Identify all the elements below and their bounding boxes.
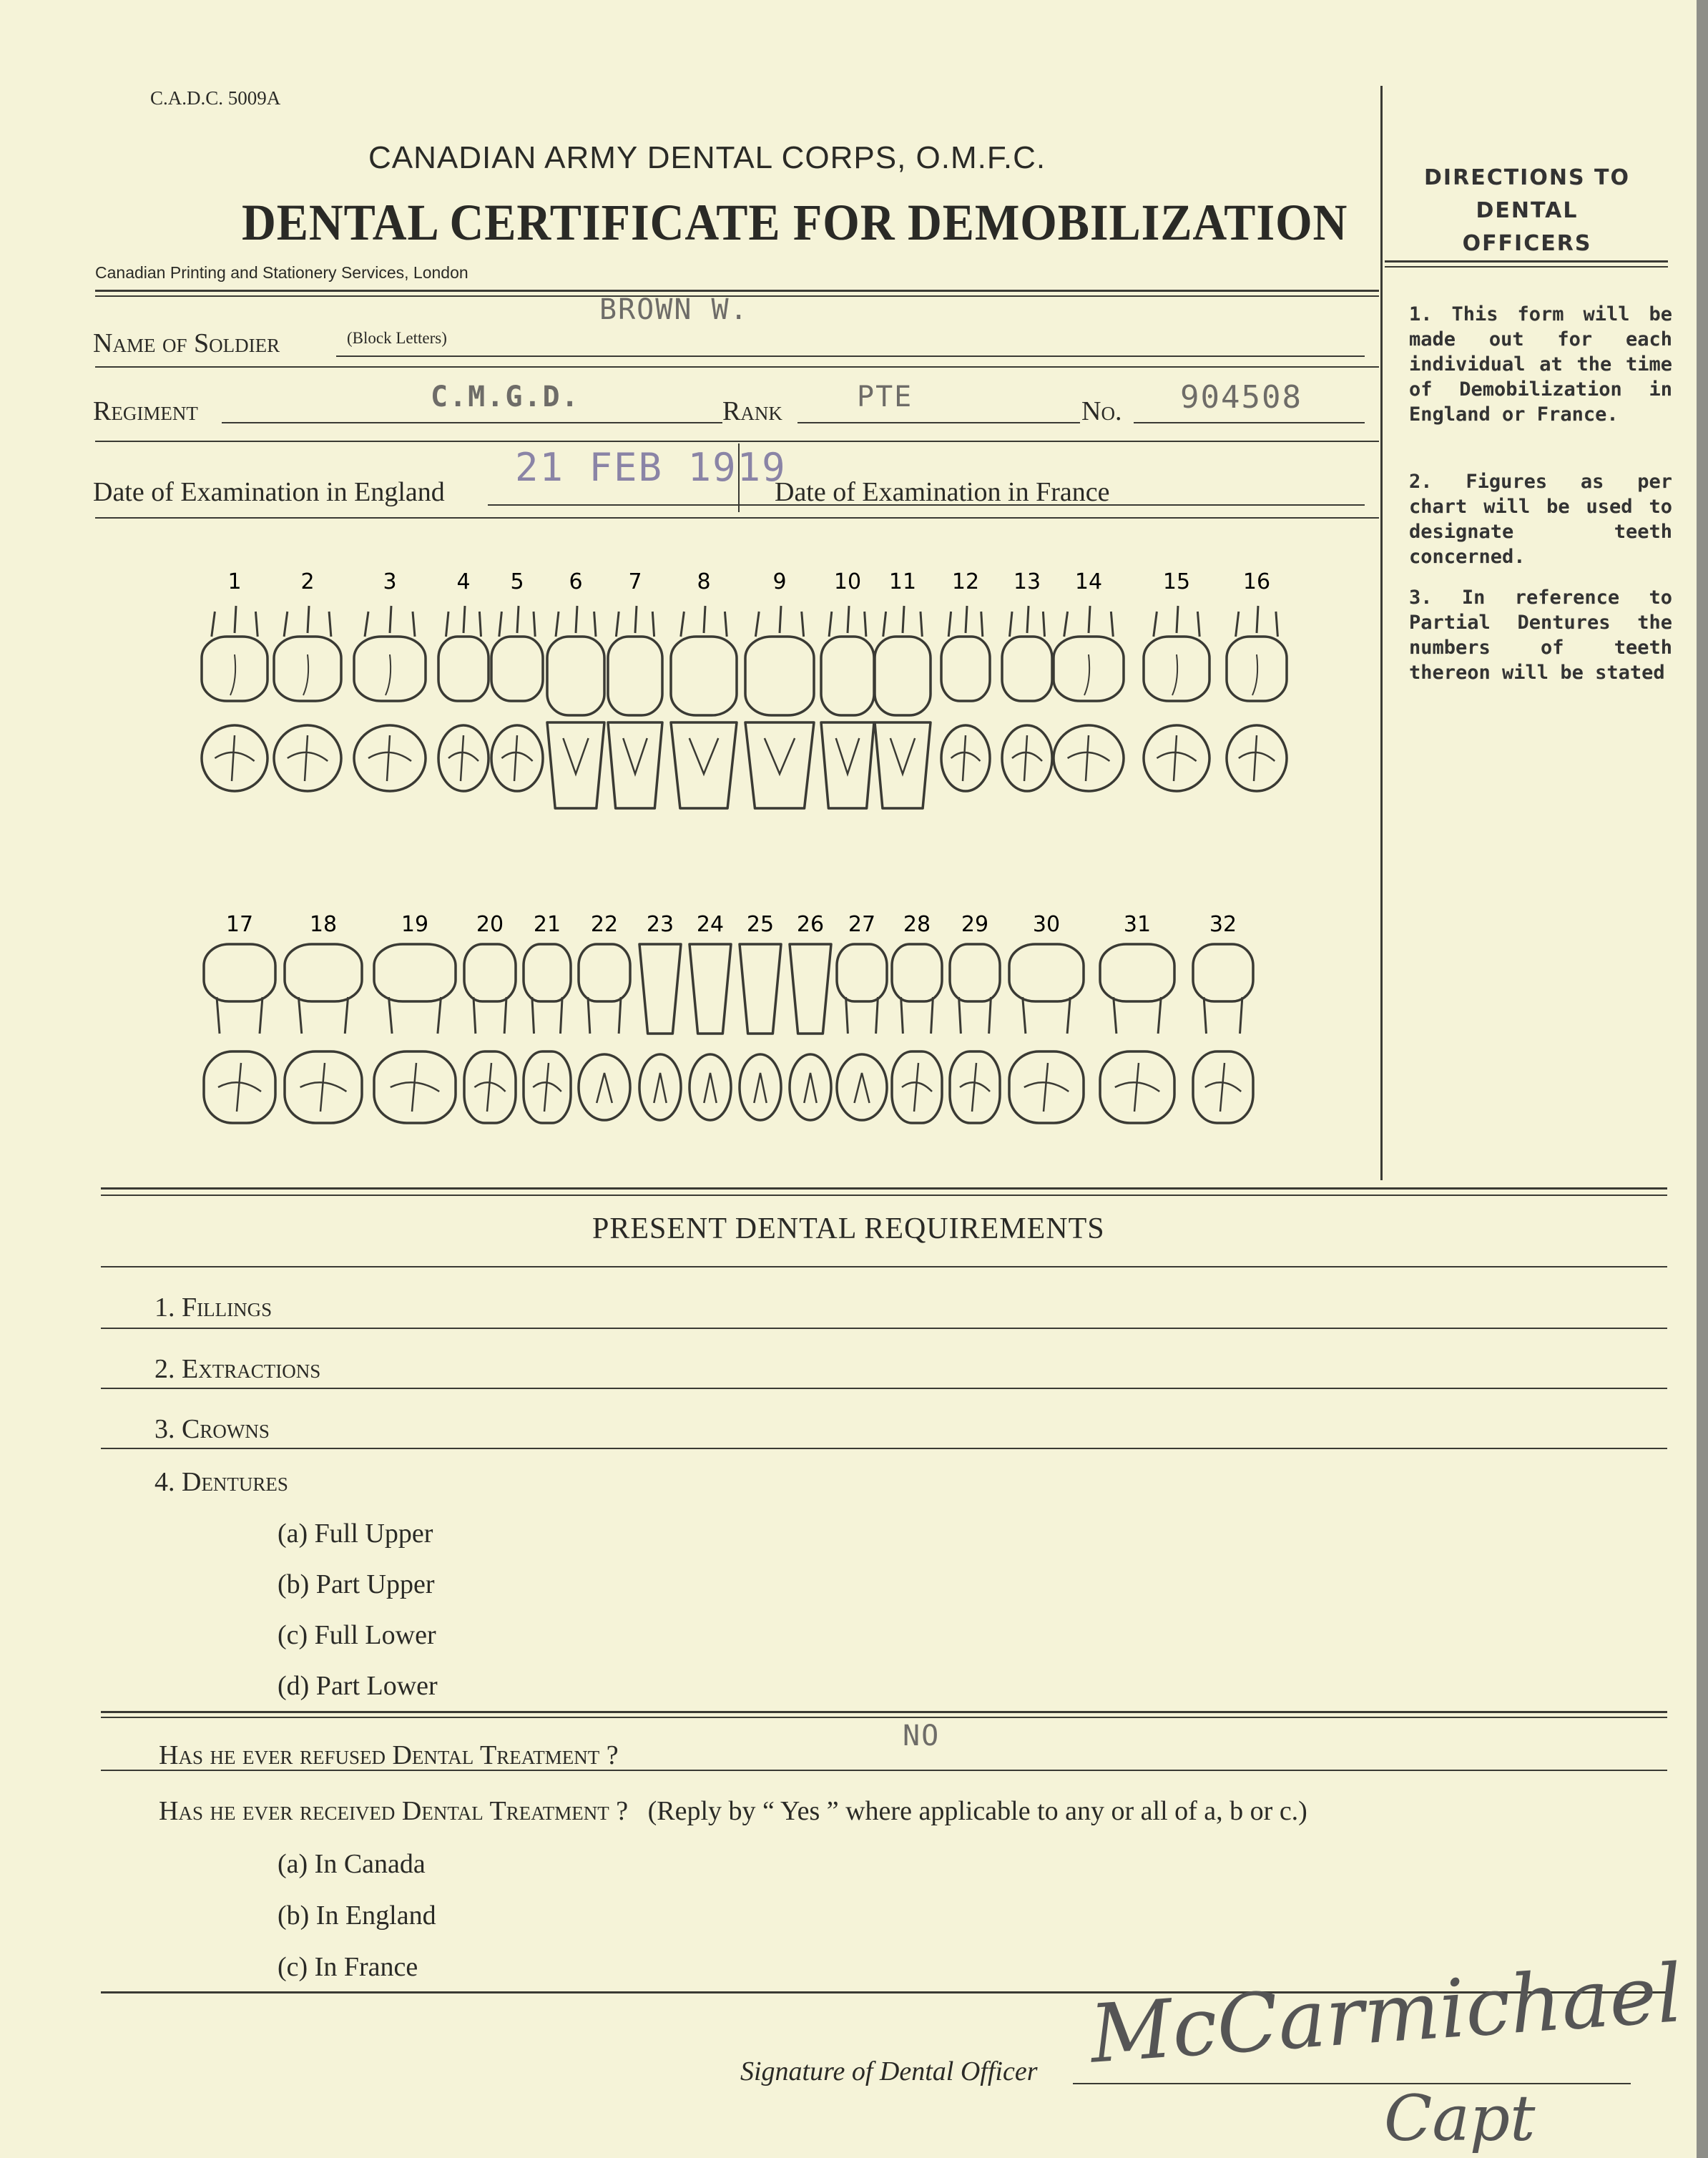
org-heading: CANADIAN ARMY DENTAL CORPS, O.M.F.C. — [368, 140, 1046, 175]
tooth-number-lower: 29 — [961, 912, 989, 937]
tooth-number-upper: 2 — [300, 569, 315, 594]
tooth-number-upper: 3 — [383, 569, 397, 594]
req-extractions: 2. Extractions — [154, 1354, 321, 1384]
tooth-number-lower: 22 — [590, 912, 619, 937]
direction-item-3: 3. In reference to Partial Dentures the numbers of teeth thereon will be stated — [1409, 587, 1672, 684]
upper-tooth — [745, 606, 814, 715]
upper-tooth-occlusal — [354, 725, 426, 791]
tooth-number-upper: 9 — [772, 569, 787, 594]
tooth-number-upper: 13 — [1013, 569, 1041, 594]
upper-tooth-occlusal — [941, 725, 990, 791]
tooth-number-lower: 25 — [746, 912, 775, 937]
lower-tooth-occlusal — [1100, 1051, 1174, 1123]
refused-answer[interactable]: NO — [903, 1720, 941, 1752]
tooth-number-lower: 26 — [796, 912, 825, 937]
lower-tooth — [950, 944, 1000, 1034]
upper-tooth — [547, 606, 604, 715]
regiment-label: Regiment — [93, 396, 198, 426]
upper-tooth-occlusal — [1227, 725, 1287, 791]
upper-tooth-occlusal — [491, 725, 543, 791]
lower-tooth-occlusal — [1009, 1051, 1084, 1123]
tooth-number-lower: 31 — [1123, 912, 1152, 937]
name-hint: (Block Letters) — [347, 329, 447, 347]
no-value[interactable]: 904508 — [1180, 379, 1302, 416]
tooth-number-upper: 12 — [951, 569, 980, 594]
upper-tooth-occlusal — [202, 725, 268, 791]
req-rule-5 — [101, 1717, 1667, 1718]
lower-tooth — [689, 944, 731, 1034]
upper-tooth-occlusal — [875, 722, 931, 808]
lower-tooth — [1100, 944, 1174, 1034]
tooth-number-lower: 18 — [309, 912, 338, 937]
lower-tooth-occlusal — [790, 1054, 831, 1120]
upper-tooth-occlusal — [745, 722, 814, 808]
upper-tooth-occlusal — [438, 725, 489, 791]
directions-rule-2 — [1385, 266, 1668, 268]
chart-rule-2 — [101, 1195, 1667, 1196]
upper-tooth — [1227, 606, 1287, 701]
lower-tooth-occlusal — [579, 1054, 630, 1120]
upper-tooth — [608, 606, 662, 715]
req-rule-3 — [101, 1448, 1667, 1449]
tooth-number-lower: 24 — [696, 912, 725, 937]
name-label: Name of Soldier — [93, 328, 280, 358]
req-rule-4 — [101, 1711, 1667, 1713]
upper-tooth — [202, 606, 268, 701]
lower-tooth-occlusal — [639, 1054, 681, 1120]
upper-tooth-occlusal — [547, 722, 604, 808]
dentures-part-upper: (b) Part Upper — [278, 1569, 435, 1599]
tooth-number-upper: 6 — [569, 569, 583, 594]
tooth-number-upper: 10 — [833, 569, 862, 594]
upper-tooth — [274, 606, 341, 701]
direction-item-2: 2. Figures as per chart will be used to designate teeth concerned. — [1409, 471, 1672, 568]
form-code: C.A.D.C. 5009A — [150, 87, 281, 109]
lower-tooth — [374, 944, 456, 1034]
direction-item-1: 1. This form will be made out for each individual at the time of Demobilization in England or France. — [1409, 303, 1672, 426]
lower-tooth — [1193, 944, 1253, 1034]
regiment-value[interactable]: C.M.G.D. — [431, 381, 580, 413]
signature-name: McCarmichael — [1087, 1947, 1686, 2081]
lower-tooth — [204, 944, 275, 1034]
upper-tooth-occlusal — [274, 725, 341, 791]
lower-tooth-occlusal — [524, 1051, 571, 1123]
tooth-number-lower: 23 — [646, 912, 674, 937]
upper-tooth — [1054, 606, 1124, 701]
tooth-number-lower: 30 — [1032, 912, 1061, 937]
lower-tooth-occlusal — [837, 1054, 887, 1120]
signature-line — [1073, 2083, 1631, 2084]
tooth-chart — [0, 0, 1380, 1159]
refused-question: Has he ever refused Dental Treatment ? — [159, 1740, 619, 1770]
upper-tooth-occlusal — [821, 722, 874, 808]
tooth-number-lower: 32 — [1209, 912, 1237, 937]
lower-tooth — [740, 944, 781, 1034]
dentures-part-lower: (d) Part Lower — [278, 1671, 438, 1701]
lower-tooth-occlusal — [689, 1054, 731, 1120]
tooth-number-lower: 28 — [903, 912, 931, 937]
no-label: No. — [1081, 396, 1122, 426]
tooth-number-lower: 27 — [848, 912, 876, 937]
rank-value[interactable]: PTE — [857, 381, 913, 413]
tooth-number-lower: 21 — [533, 912, 561, 937]
lower-tooth-occlusal — [464, 1051, 516, 1123]
dentures-full-upper: (a) Full Upper — [278, 1519, 433, 1549]
tooth-number-lower: 20 — [476, 912, 504, 937]
date-england-stamp[interactable]: 21 FEB 1919 — [515, 445, 787, 490]
req-fillings: 1. Fillings — [154, 1293, 273, 1323]
upper-tooth — [438, 606, 489, 701]
tooth-number-upper: 1 — [227, 569, 242, 594]
directions-rule — [1385, 260, 1668, 263]
lower-tooth — [837, 944, 887, 1034]
req-rule-0 — [101, 1266, 1667, 1267]
req-dentures: 4. Dentures — [154, 1467, 288, 1497]
date-england-label: Date of Examination in England — [93, 477, 445, 507]
received-question-text: Has he ever received Dental Treatment ? — [159, 1796, 629, 1826]
received-canada: (a) In Canada — [278, 1849, 426, 1879]
printer-credit: Canadian Printing and Stationery Services, London — [95, 263, 468, 282]
lower-tooth — [790, 944, 831, 1034]
lower-tooth — [285, 944, 362, 1034]
upper-tooth-occlusal — [1144, 725, 1209, 791]
upper-tooth — [354, 606, 426, 701]
received-france: (c) In France — [278, 1952, 418, 1982]
upper-tooth — [875, 606, 931, 715]
refused-rule — [101, 1770, 1667, 1771]
directions-title: DIRECTIONS TO DENTAL OFFICERS — [1424, 165, 1630, 256]
name-value[interactable]: BROWN W. — [599, 293, 749, 326]
rank-label: Rank — [722, 396, 782, 426]
lower-tooth — [639, 944, 681, 1034]
chart-rule — [101, 1187, 1667, 1190]
received-note: (Reply by “ Yes ” where applicable to any or all of a, b or c.) — [647, 1796, 1307, 1826]
received-question — [159, 1795, 1307, 1827]
requirements-title: PRESENT DENTAL REQUIREMENTS — [592, 1212, 1105, 1245]
tooth-number-upper: 16 — [1242, 569, 1271, 594]
lower-tooth-occlusal — [285, 1051, 362, 1123]
tooth-number-lower: 19 — [401, 912, 429, 937]
tooth-number-upper: 11 — [888, 569, 917, 594]
upper-tooth-occlusal — [1002, 725, 1052, 791]
upper-tooth — [491, 606, 543, 701]
lower-tooth — [892, 944, 942, 1034]
upper-tooth — [671, 606, 737, 715]
lower-tooth — [524, 944, 571, 1034]
document-title: DENTAL CERTIFICATE FOR DEMOBILIZATION — [242, 194, 1348, 251]
upper-tooth — [1144, 606, 1209, 701]
lower-tooth — [1009, 944, 1084, 1034]
date-france-label: Date of Examination in France — [775, 477, 1110, 507]
tooth-number-lower: 17 — [225, 912, 254, 937]
lower-tooth-occlusal — [892, 1051, 942, 1123]
req-rule-1 — [101, 1328, 1667, 1329]
signature-rank: Capt — [1384, 2081, 1536, 2155]
req-rule-2 — [101, 1388, 1667, 1389]
tooth-number-upper: 15 — [1162, 569, 1191, 594]
tooth-number-upper: 5 — [510, 569, 524, 594]
upper-tooth — [1002, 606, 1052, 701]
upper-tooth-occlusal — [608, 722, 662, 808]
lower-tooth — [579, 944, 630, 1034]
dentures-full-lower: (c) Full Lower — [278, 1620, 436, 1650]
lower-tooth — [464, 944, 516, 1034]
upper-tooth-occlusal — [671, 722, 737, 808]
lower-tooth-occlusal — [950, 1051, 1000, 1123]
signature-label: Signature of Dental Officer — [740, 2056, 1038, 2086]
upper-tooth — [941, 606, 990, 701]
req-crowns: 3. Crowns — [154, 1414, 270, 1444]
tooth-number-upper: 14 — [1074, 569, 1103, 594]
tooth-number-upper: 4 — [456, 569, 471, 594]
received-england: (b) In England — [278, 1900, 436, 1931]
lower-tooth-occlusal — [740, 1054, 781, 1120]
upper-tooth-occlusal — [1054, 725, 1124, 791]
tooth-number-upper: 7 — [628, 569, 642, 594]
directions-divider — [1380, 86, 1383, 1180]
lower-tooth-occlusal — [204, 1051, 275, 1123]
upper-tooth — [821, 606, 874, 715]
lower-tooth-occlusal — [374, 1051, 456, 1123]
tooth-number-upper: 8 — [697, 569, 711, 594]
lower-tooth-occlusal — [1193, 1051, 1253, 1123]
